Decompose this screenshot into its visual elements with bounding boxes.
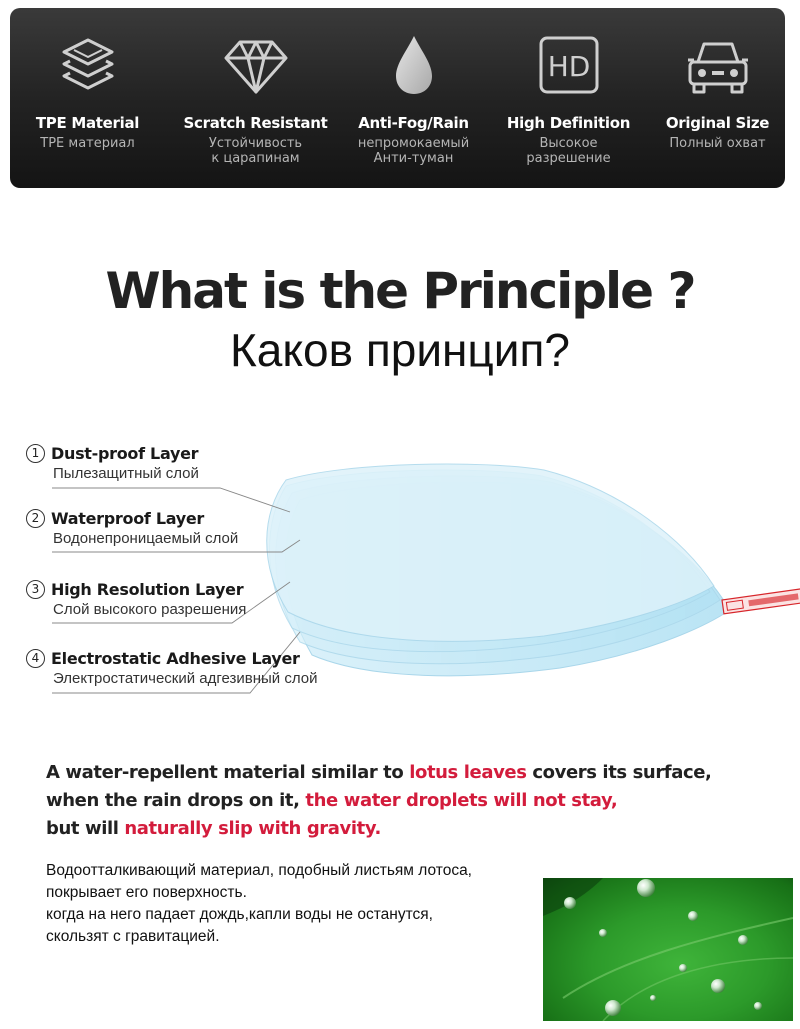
layer-name: Dust-proof Layer (51, 444, 199, 463)
layer-name: High Resolution Layer (51, 580, 244, 599)
layer-number: 4 (26, 649, 45, 668)
film-pull-tab (722, 589, 800, 614)
layer-electrostatic-adhesive (26, 649, 318, 687)
layer-name: Waterproof Layer (51, 509, 204, 528)
layer-number: 3 (26, 580, 45, 599)
layer-dust-proof (26, 444, 199, 482)
layer-number: 2 (26, 509, 45, 528)
feature-title: TPE Material (35, 114, 140, 132)
description-ru: Водоотталкивающий материал, подобный листьям лотоса, покрывает его поверхность. когда на него падает дождь,капли воды не останутся, скользят с гравитацией. (46, 862, 472, 945)
feature-subtitle: TPE материал (40, 136, 135, 151)
feature-subtitle: Полный охват (669, 136, 766, 151)
water-droplets (543, 878, 793, 1021)
principle-title-ru: Каков принцип? (230, 324, 570, 376)
layer-number: 1 (26, 444, 45, 463)
layer-name: Electrostatic Adhesive Layer (51, 649, 300, 668)
highlight-text: naturally slip with gravity. (124, 818, 381, 839)
feature-subtitle: непромокаемый Анти-туман (357, 136, 470, 166)
layer-name-ru: Пылезащитный слой (53, 465, 199, 482)
highlight-text: the water droplets will not stay, (305, 790, 618, 811)
principle-title: What is the Principle ? (105, 262, 695, 320)
lotus-leaf-photo (543, 878, 793, 1021)
highlight-text: lotus leaves (409, 762, 527, 783)
feature-title: High Definition (506, 114, 631, 132)
feature-subtitle: Высокое разрешение (526, 136, 611, 166)
layer-waterproof (26, 509, 238, 547)
layer-name-ru: Водонепроницаемый слой (53, 530, 239, 547)
layer-name-ru: Слой высокого разрешения (53, 601, 247, 618)
feature-subtitle: Устойчивость к царапинам (208, 136, 303, 166)
layer-name-ru: Электростатический адгезивный слой (53, 670, 318, 687)
feature-title: Original Size (665, 114, 770, 132)
svg-text:HD: HD (547, 50, 591, 83)
feature-title: Anti-Fog/Rain (358, 114, 469, 132)
film-sheets (267, 464, 730, 676)
description-en: A water-repellent material similar to lotus leaves covers its surface, when the rain drops on it, the water droplets will not stay, but will naturally slip with gravity. (46, 762, 712, 839)
feature-title: Scratch Resistant (183, 114, 328, 132)
layer-high-resolution (26, 580, 246, 618)
